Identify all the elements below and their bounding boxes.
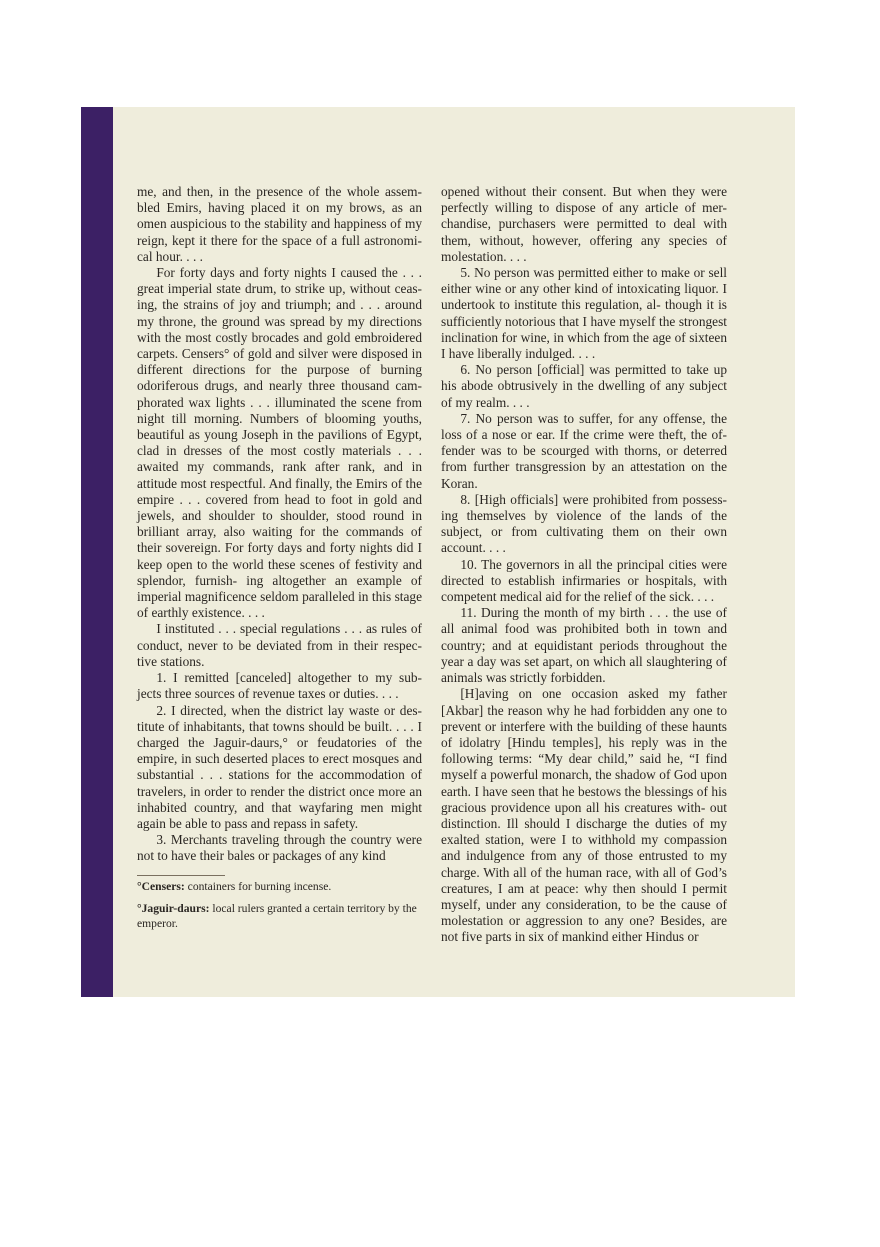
page-edge-bar — [81, 107, 113, 997]
paragraph: 11. During the month of my birth . . . the use of all animal food was prohibited both in town and country; and at equidistant periods throughout the year a day was set apart, on which all slaughtering of animals was strictly forbidden. — [441, 605, 727, 686]
footnote — [137, 880, 422, 895]
paragraph: opened without their consent. But when they were perfectly willing to dispose of any article of mer- chandise, purchasers were permitted to deal with them, without, however, offering any species of molestation. . . . — [441, 184, 727, 264]
paragraph: me, and then, in the presence of the whole assem- bled Emirs, having placed it on my brows, as an omen auspicious to the stability and happiness of my reign, kept it there for the space of a full astronomi- cal hour. . . . — [137, 184, 422, 264]
paragraph: I instituted . . . special regulations . . . as rules of conduct, never to be deviated from in their respec- tive stations. — [137, 621, 422, 669]
left-column — [137, 184, 422, 865]
paragraph: 3. Merchants traveling through the country were not to have their bales or packages of any kind — [137, 832, 422, 864]
paragraph: 2. I directed, when the district lay waste or des- titute of inhabitants, that towns should be built. . . . I charged the Jaguir-daurs,° or feudatories of the empire, in such deserted places to erect mosques and substantial . . . stations for the accommodation of travelers, in order to render the district once more an inhabited country, and that wayfaring men might again be able to pass and repass in safety. — [137, 702, 422, 831]
footnote-rule — [137, 875, 225, 876]
footnote-term: °Jaguir-daurs: — [137, 902, 210, 915]
paragraph: 5. No person was permitted either to make or sell either wine or any other kind of intoxicating liquor. I undertook to institute this regulation, al- though it is sufficiently notorious that I have myself the strongest inclination for wine, in which from the age of sixteen I have liberally indulged. . . . — [441, 265, 727, 362]
paragraph: 10. The governors in all the principal cities were directed to establish infirmaries or hospitals, with competent medical aid for the relief of the sick. . . . — [441, 556, 727, 605]
footnote-text: local rulers granted a certain territory by the emperor. — [137, 902, 417, 930]
paragraph: For forty days and forty nights I caused the . . . great imperial state drum, to strike up, without ceas- ing, the strains of joy and triumph; and . . . around my throne, the ground was spread by my directions with the most costly brocades and gold embroidered carpets. Censers° of gold and silver were disposed in different directions for the purpose of burning odoriferous drugs, and nearly three thousand cam- phorated wax lights . . . illuminated the scene from night till morning. Numbers of blooming youths, beautiful as young Joseph in the pavilions of Egypt, clad in dresses of the most costly materials . . . awaited my commands, rank after rank, and in attitude most respectful. And finally, the Emirs of the empire . . . covered from head to foot in gold and jewels, and shoulder to shoulder, stood round in brilliant array, also waiting for the commands of their sovereign. For forty days and forty nights did I keep open to the world these scenes of festivity and splendor, furnish- ing altogether an example of imperial magnificence seldom paralleled in this stage of earthly existence. . . . — [137, 265, 422, 621]
right-column — [441, 184, 727, 946]
paragraph: 6. No person [official] was permitted to take up his abode obtrusively in the dwelling of any subject of my realm. . . . — [441, 362, 727, 410]
footnote-term: °Censers: — [137, 880, 185, 893]
paragraph: 7. No person was to suffer, for any offense, the loss of a nose or ear. If the crime were theft, the of- fender was to be scourged with thorns, or deterred from further transgression by an attestation on the Koran. — [441, 410, 727, 491]
paragraph: [H]aving on one occasion asked my father [Akbar] the reason why he had forbidden any one to prevent or interfere with the building of these haunts of idolatry [Hindu temples], his reply was in the following terms: “My dear child,” said he, “I find myself a powerful monarch, the shadow of God upon earth. I have seen that he bestows the blessings of his gracious providence upon all his creatures with- out distinction. Ill should I discharge the duties of my exalted station, were I to withhold my compassion and indulgence from any of those entrusted to my charge. With all of the human race, with all of God’s creatures, I am at peace: why then should I permit myself, under any consideration, to be the cause of molestation or aggression to any one? Besides, are not five parts in six of mankind either Hindus or — [441, 686, 727, 945]
paragraph: 8. [High officials] were prohibited from possess- ing themselves by violence of the lands of the subject, or from cultivating them on their own account. . . . — [441, 491, 727, 556]
footnote — [137, 902, 422, 932]
paragraph: 1. I remitted [canceled] altogether to my sub- jects three sources of revenue taxes or duties. . . . — [137, 670, 422, 702]
footnote-text: containers for burning incense. — [184, 880, 332, 893]
